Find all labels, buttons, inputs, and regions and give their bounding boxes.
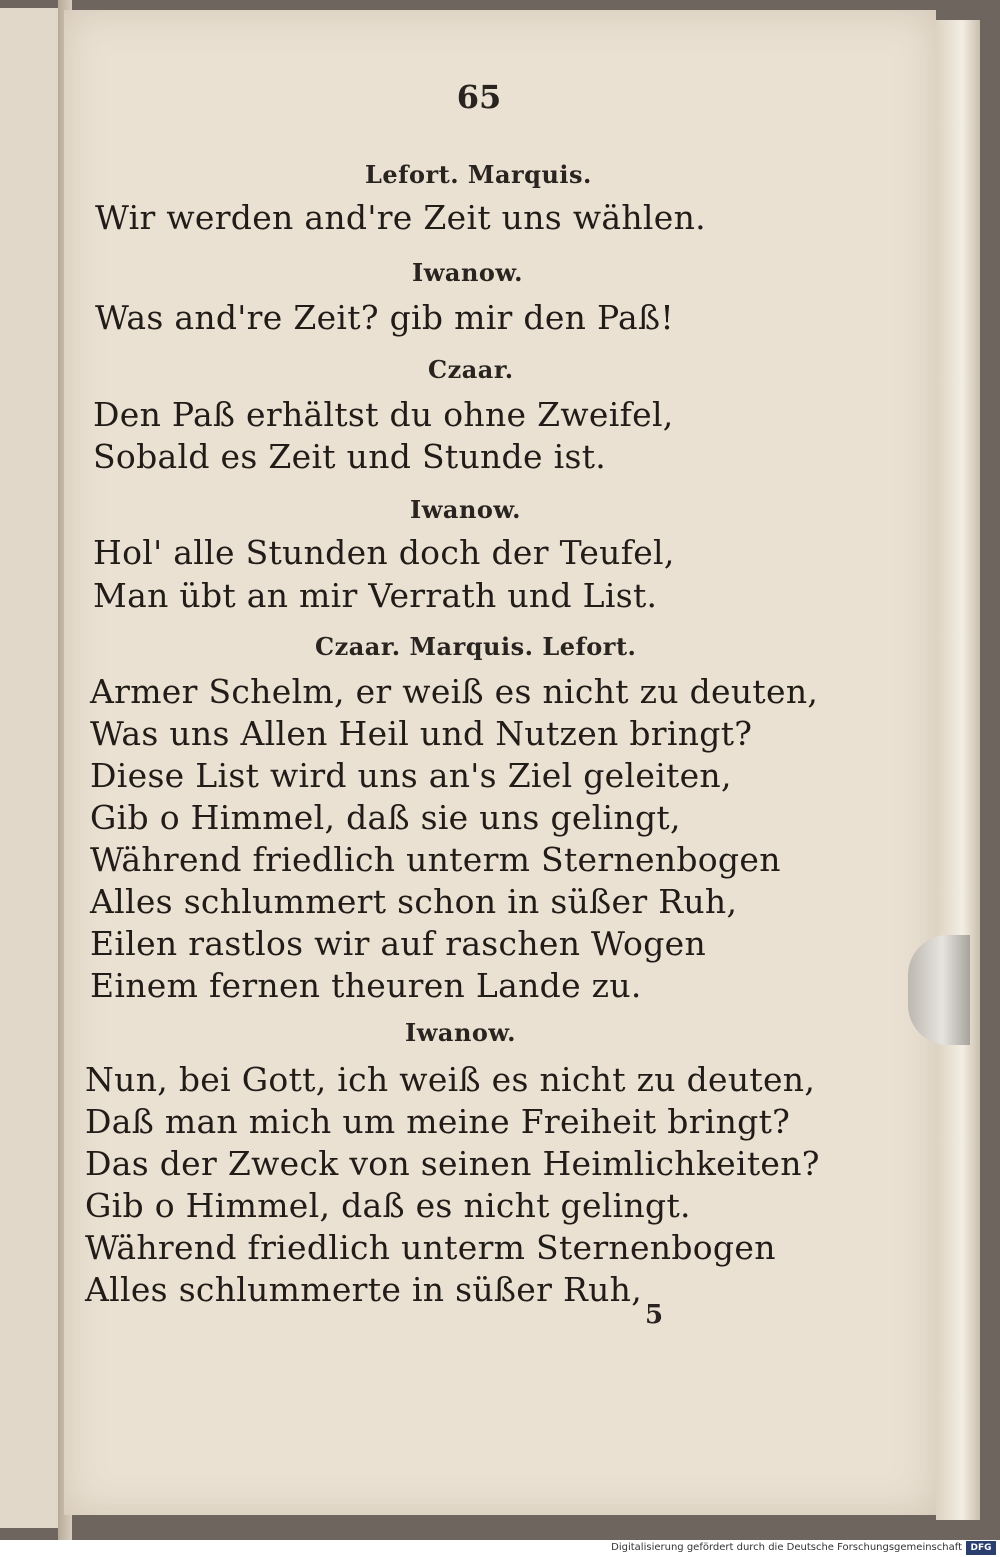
verse-line: Was uns Allen Heil und Nutzen bringt? bbox=[90, 714, 753, 753]
speaker-heading: Iwanow. bbox=[410, 495, 521, 524]
verse-line: Das der Zweck von seinen Heimlichkeiten? bbox=[85, 1144, 820, 1183]
verse-line: Nun, bei Gott, ich weiß es nicht zu deuten, bbox=[85, 1060, 816, 1099]
speaker-heading: Czaar. bbox=[428, 355, 514, 384]
funding-credit: Digitalisierung gefördert durch die Deutsche Forschungsgemeinschaft bbox=[611, 1542, 962, 1553]
verse-line: Alles schlummerte in süßer Ruh, bbox=[85, 1270, 643, 1309]
verse-line: Gib o Himmel, daß es nicht gelingt. bbox=[85, 1186, 691, 1225]
verse-line: Alles schlummert schon in süßer Ruh, bbox=[90, 882, 738, 921]
verse-line: Hol' alle Stunden doch der Teufel, bbox=[93, 533, 675, 572]
speaker-heading: Iwanow. bbox=[405, 1018, 516, 1047]
verse-line: Sobald es Zeit und Stunde ist. bbox=[93, 437, 607, 476]
page-clip bbox=[908, 935, 970, 1045]
verse-line: Armer Schelm, er weiß es nicht zu deuten, bbox=[90, 672, 819, 711]
verse-line: Gib o Himmel, daß sie uns gelingt, bbox=[90, 798, 681, 837]
speaker-heading: Czaar. Marquis. Lefort. bbox=[315, 632, 637, 661]
verse-line: Was and're Zeit? gib mir den Paß! bbox=[95, 298, 674, 337]
dfg-logo-icon: DFG bbox=[966, 1541, 996, 1555]
footer-bar bbox=[0, 1540, 1000, 1557]
verse-line: Einem fernen theuren Lande zu. bbox=[90, 966, 642, 1005]
speaker-heading: Iwanow. bbox=[412, 258, 523, 287]
speaker-heading: Lefort. Marquis. bbox=[365, 160, 592, 189]
facing-page-edge bbox=[0, 8, 60, 1528]
verse-line: Den Paß erhältst du ohne Zweifel, bbox=[93, 395, 674, 434]
page-number: 65 bbox=[456, 78, 502, 116]
verse-line: Während friedlich unterm Sternenbogen bbox=[85, 1228, 776, 1267]
verse-line: Wir werden and're Zeit uns wählen. bbox=[95, 198, 706, 237]
page-fore-edge bbox=[936, 20, 980, 1520]
verse-line: Daß man mich um meine Freiheit bringt? bbox=[85, 1102, 791, 1141]
verse-line: Während friedlich unterm Sternenbogen bbox=[90, 840, 781, 879]
verse-line: Eilen rastlos wir auf raschen Wogen bbox=[90, 924, 707, 963]
verse-line: Diese List wird uns an's Ziel geleiten, bbox=[90, 756, 732, 795]
verse-line: Man übt an mir Verrath und List. bbox=[93, 576, 658, 615]
signature-mark: 5 bbox=[645, 1300, 664, 1330]
